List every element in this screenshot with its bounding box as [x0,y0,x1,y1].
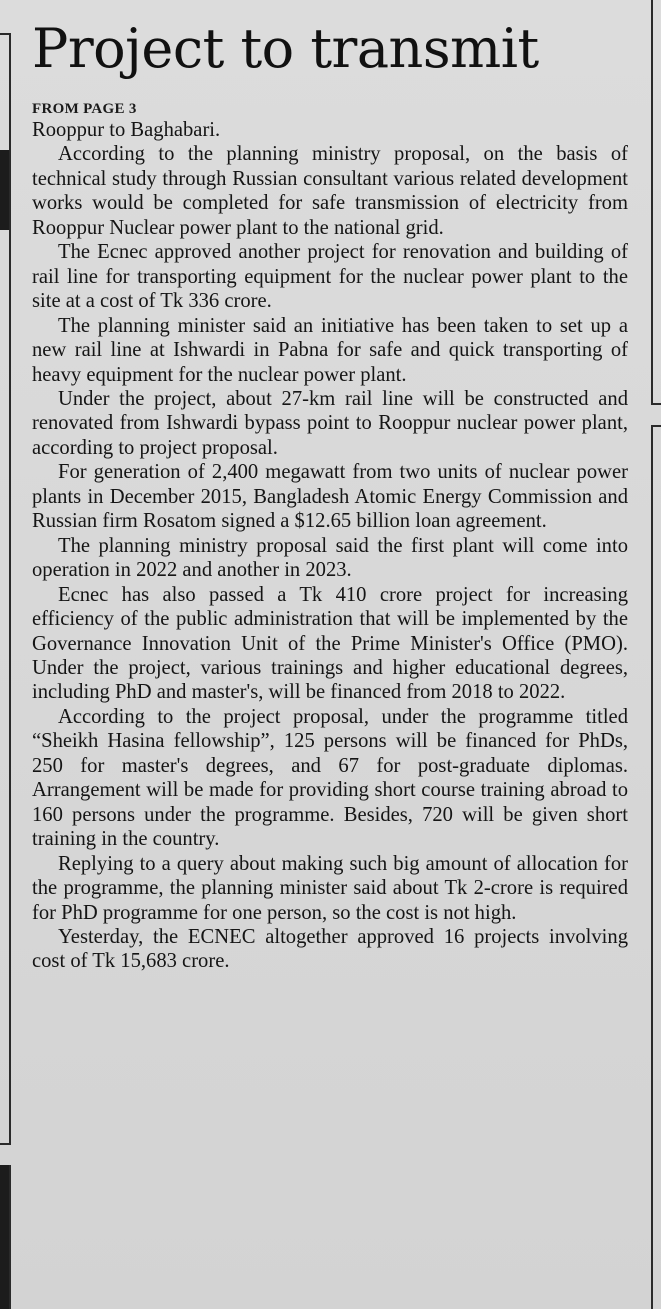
article [32,14,628,974]
paragraph: The planning ministry proposal said the first plant will come into operation in 2022 and another in 2023. [32,534,628,582]
right-column-rule-lower-start [651,425,661,427]
paragraph: Replying to a query about making such big amount of allocation for the programme, the planning minister said about Tk 2-crore is required for PhD programme for one person, so the cost is not high. [32,852,628,924]
paragraph: According to the project proposal, under the programme titled “Sheikh Hasina fellowship”, 125 persons will be financed for PhDs, 250 for master's degrees, and 67 for post-graduate diplomas. Arrangement will be made for providing short course training abroad to 160 persons under the programme. Besides, 720 will be given short training in the country. [32,705,628,851]
headline: Project to transmit [32,17,539,80]
article-body [32,118,628,974]
paragraph: The planning minister said an initiative has been taken to set up a new rail line at Ishwardi in Pabna for safe and quick transporting of heavy equipment for the nuclear power plant. [32,314,628,386]
left-column-rule-top [0,33,10,35]
left-neighbour-block [0,150,9,230]
left-lower-block [0,1165,9,1309]
jump-line: FROM PAGE 3 [32,101,137,117]
left-column-rule-bottom [0,1143,10,1145]
paragraph: The Ecnec approved another project for renovation and building of rail line for transporting equipment for the nuclear power plant to the site at a cost of Tk 336 crore. [32,241,628,313]
right-column-rule-upper-end [651,403,661,405]
right-column-rule-lower [651,425,653,1309]
paragraph: For generation of 2,400 megawatt from two units of nuclear power plants in December 2015, Bangladesh Atomic Energy Commission and Russian firm Rosatom signed a $12.65 billion loan agreement. [32,461,628,533]
left-lower-rule [9,1165,11,1309]
paragraph: Under the project, about 27-km rail line will be constructed and renovated from Ishwardi bypass point to Rooppur nuclear power plant, according to project proposal. [32,387,628,459]
paragraph: Yesterday, the ECNEC altogether approved 16 projects involving cost of Tk 15,683 crore. [32,925,628,973]
paragraph: Rooppur to Baghabari. [32,119,221,141]
right-column-rule-upper [651,0,653,405]
paragraph: According to the planning ministry proposal, on the basis of technical study through Russian consultant various related development works would be completed for safe transmission of electricity from Rooppur Nuclear power plant to the national grid. [32,143,628,239]
paragraph: Ecnec has also passed a Tk 410 crore project for increasing efficiency of the public administration that will be implemented by the Governance Innovation Unit of the Prime Minister's Office (PMO). Under the project, various trainings and higher educational degrees, including PhD and master's, will be financed from 2018 to 2022. [32,583,628,704]
left-column-rule [9,33,11,1145]
